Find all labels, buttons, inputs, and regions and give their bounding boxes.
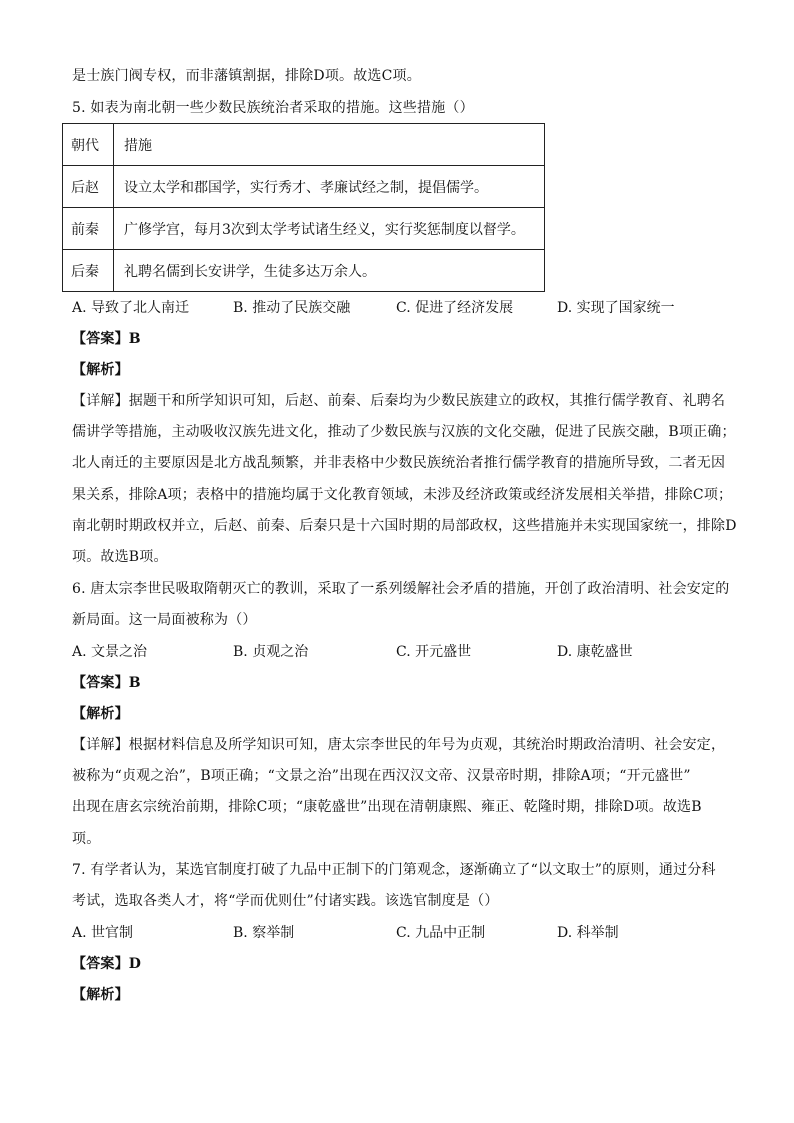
table-header-cell: 朝代 xyxy=(63,124,114,166)
detail-line: 儒讲学等措施，主动吸收汉族先进文化，推动了少数民族与汉族的文化交融，促进了民族交融，B项正确； xyxy=(72,424,736,440)
detail-line: 项。 xyxy=(72,831,101,847)
option-a: A. 导致了北人南迁 xyxy=(72,300,190,316)
option-b: B. 推动了民族交融 xyxy=(233,300,351,316)
option-d: D. 实现了国家统一 xyxy=(557,300,675,316)
option-c: C. 开元盛世 xyxy=(396,644,472,660)
question-6-stem: 新局面。这一局面被称为（） xyxy=(72,612,257,628)
table-cell: 后秦 xyxy=(63,250,114,292)
question-7-stem: 7. 有学者认为，某选官制度打破了九品中正制下的门第观念，逐渐确立了“以文取士”的原则，通过分科 xyxy=(72,862,716,878)
detail-line: 出现在唐玄宗统治前期，排除C项；“康乾盛世”出现在清朝康熙、雍正、乾隆时期，排除D项。故选B xyxy=(72,799,702,815)
option-a: A. 文景之治 xyxy=(72,644,148,660)
option-a: A. 世官制 xyxy=(72,925,134,941)
option-c: C. 九品中正制 xyxy=(396,925,486,941)
option-c: C. 促进了经济发展 xyxy=(396,300,514,316)
measures-table xyxy=(62,123,545,292)
option-d: D. 科举制 xyxy=(557,925,619,941)
option-b: B. 贞观之治 xyxy=(233,644,309,660)
table-header-row xyxy=(63,124,545,166)
detail-line: 【详解】据题干和所学知识可知，后赵、前秦、后秦均为少数民族建立的政权，其推行儒学教育、礼聘名 xyxy=(72,393,726,409)
detail-line: 项。故选B项。 xyxy=(72,549,168,565)
answer-label: 【答案】B xyxy=(72,331,141,347)
detail-line: 果关系，排除A项；表格中的措施均属于文化教育领域，未涉及经济政策或经济发展相关举措，排除C项； xyxy=(72,487,733,503)
answer-label: 【答案】D xyxy=(72,956,142,972)
table-cell: 前秦 xyxy=(63,208,114,250)
question-5-stem: 5. 如表为南北朝一些少数民族统治者采取的措施。这些措施（） xyxy=(72,100,474,116)
detail-line: 南北朝时期政权并立，后赵、前秦、后秦只是十六国时期的局部政权，这些措施并未实现国家统一，排除D xyxy=(72,518,737,534)
table-header-cell: 措施 xyxy=(114,124,545,166)
table-row xyxy=(63,250,545,292)
question-7-stem: 考试，选取各类人才，将“学而优则仕”付诸实践。该选官制度是（） xyxy=(72,893,499,909)
detail-line: 被称为“贞观之治”，B项正确；“文景之治”出现在西汉汉文帝、汉景帝时期，排除A项；“开元盛世” xyxy=(72,768,691,784)
text-line: 是士族门阀专权，而非藩镇割据，排除D项。故选C项。 xyxy=(72,68,421,84)
detail-line: 北人南迁的主要原因是北方战乱频繁，并非表格中少数民族统治者推行儒学教育的措施所导致，二者无因 xyxy=(72,455,726,471)
question-6-stem: 6. 唐太宗李世民吸取隋朝灭亡的教训，采取了一系列缓解社会矛盾的措施，开创了政治清明、社会安定的 xyxy=(72,581,730,597)
table-cell: 设立太学和郡国学，实行秀才、孝廉试经之制，提倡儒学。 xyxy=(114,166,545,208)
option-d: D. 康乾盛世 xyxy=(557,644,633,660)
analysis-label: 【解析】 xyxy=(72,362,129,378)
answer-label: 【答案】B xyxy=(72,675,141,691)
table-row xyxy=(63,208,545,250)
table-cell: 后赵 xyxy=(63,166,114,208)
table-cell: 广修学宫，每月3次到太学考试诸生经义，实行奖惩制度以督学。 xyxy=(114,208,545,250)
analysis-label: 【解析】 xyxy=(72,706,129,722)
option-b: B. 察举制 xyxy=(233,925,295,941)
table-cell: 礼聘名儒到长安讲学，生徒多达万余人。 xyxy=(114,250,545,292)
detail-line: 【详解】根据材料信息及所学知识可知，唐太宗李世民的年号为贞观，其统治时期政治清明、社会安定， xyxy=(72,737,726,753)
analysis-label: 【解析】 xyxy=(72,987,129,1003)
table-row xyxy=(63,166,545,208)
